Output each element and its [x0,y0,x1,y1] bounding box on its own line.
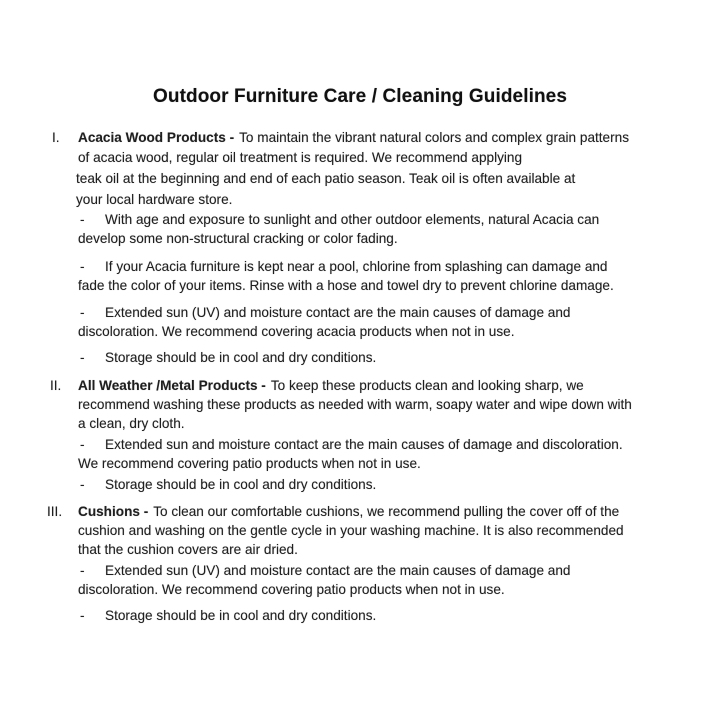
section-heading: Cushions - [78,504,149,519]
section-heading: Acacia Wood Products - [78,130,235,145]
bullet-dash: - [80,477,85,492]
bullet-continuation-line: develop some non-structural cracking or color fading. [78,231,398,246]
bullet-continuation-line: discoloration. We recommend covering patio products when not in use. [78,582,505,597]
intro-line: To keep these products clean and looking sharp, we [270,378,584,393]
bullet-text: Storage should be in cool and dry conditions. [105,608,377,623]
intro-line: recommend washing these products as needed with warm, soapy water and wipe down with [78,397,632,412]
bullet-item [78,561,720,580]
bullet-text: Storage should be in cool and dry conditions. [105,477,377,492]
bullet-item [78,210,720,229]
bullet-dash: - [80,305,85,320]
intro-line: To clean our comfortable cushions, we recommend pulling the cover off of the [153,504,620,519]
document-content [47,128,720,625]
section-acacia-wood-products [52,128,720,367]
bullet-text: Extended sun (UV) and moisture contact are the main causes of damage and [105,305,571,320]
intro-line: a clean, dry cloth. [78,416,185,431]
section-cushions [47,502,720,625]
bullet-dash: - [80,563,85,578]
bullet-text: Extended sun and moisture contact are the main causes of damage and discoloration. [105,437,623,452]
section-heading-line [78,376,720,395]
bullet-continuation-line: We recommend covering patio products when not in use. [78,456,421,471]
bullet-dash: - [80,212,85,227]
section-numeral: II. [50,378,62,393]
intro-line: your local hardware store. [76,192,233,207]
bullet-item [78,435,720,454]
bullet-dash: - [80,608,85,623]
section-heading-line [78,502,720,521]
section-all-weather-metal-products [50,376,720,494]
bullet-text: Storage should be in cool and dry conditions. [105,350,377,365]
intro-line: that the cushion covers are air dried. [78,542,298,557]
bullet-text: Extended sun (UV) and moisture contact are the main causes of damage and [105,563,571,578]
bullet-continuation-line: discoloration. We recommend covering acacia products when not in use. [78,324,515,339]
intro-line: cushion and washing on the gentle cycle in your washing machine. It is also recommended [78,523,624,538]
bullet-text: If your Acacia furniture is kept near a pool, chlorine from splashing can damage and [105,259,608,274]
bullet-continuation-line: fade the color of your items. Rinse with a hose and towel dry to prevent chlorine damage. [78,278,614,293]
bullet-dash: - [80,437,85,452]
bullet-text: With age and exposure to sunlight and other outdoor elements, natural Acacia can [105,212,600,227]
intro-line: of acacia wood, regular oil treatment is required. We recommend applying [78,150,523,165]
bullet-item [78,475,720,494]
section-numeral: III. [47,504,63,519]
bullet-item [78,257,720,276]
intro-line: teak oil at the beginning and end of each patio season. Teak oil is often available at [76,171,576,186]
section-numeral: I. [52,130,60,145]
intro-line: To maintain the vibrant natural colors and complex grain patterns [239,130,630,145]
bullet-dash: - [80,259,85,274]
bullet-dash: - [80,350,85,365]
bullet-item [78,348,720,367]
section-heading-line [78,128,720,147]
section-heading: All Weather /Metal Products - [78,378,266,393]
bullet-item [78,303,720,322]
page-title: Outdoor Furniture Care / Cleaning Guidelines [153,86,567,107]
bullet-item [78,606,720,625]
